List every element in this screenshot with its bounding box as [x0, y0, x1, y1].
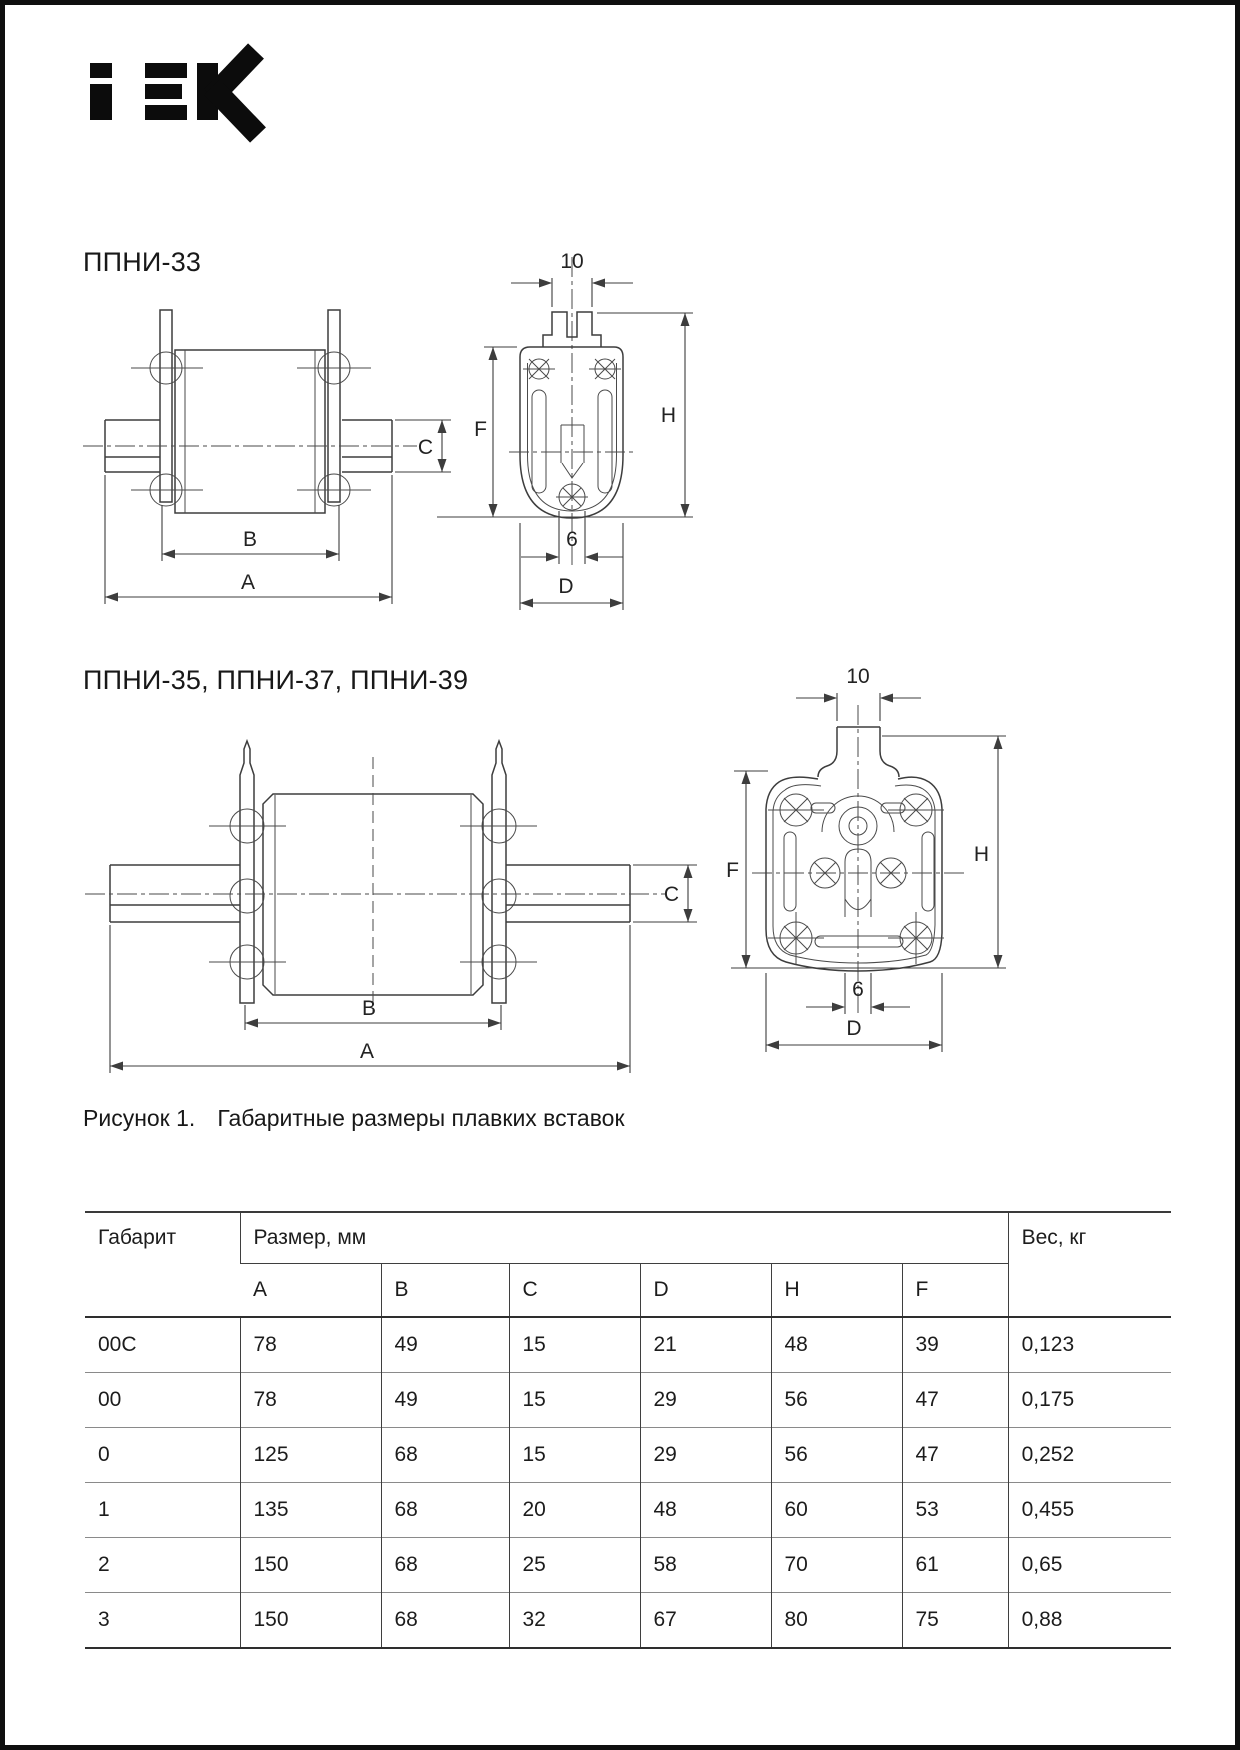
ppni-33-drawing	[75, 230, 725, 620]
ppni-35-front-view	[726, 665, 1006, 1052]
logo-letter-e	[145, 63, 187, 120]
column-group-size-mm: Размер, мм	[240, 1212, 1008, 1264]
table-cell: 56	[771, 1373, 902, 1428]
table-cell: 80	[771, 1593, 902, 1649]
section-title-ppni-33: ППНИ-33	[83, 247, 202, 277]
dim-label-d-2: D	[846, 1017, 862, 1040]
dim-label-b-1: B	[242, 528, 258, 551]
table-cell: 61	[902, 1538, 1008, 1593]
table-cell: 32	[509, 1593, 640, 1649]
table-cell: 0,123	[1008, 1317, 1171, 1373]
dimensions-table	[85, 1211, 1171, 1649]
table-cell: 0,65	[1008, 1538, 1171, 1593]
table-cell: 67	[640, 1593, 771, 1649]
dim-label-d-1: D	[558, 575, 574, 598]
table-cell: 47	[902, 1373, 1008, 1428]
dim-label-f-2: F	[726, 859, 739, 882]
table-row	[85, 1538, 1171, 1593]
table-cell: 78	[240, 1373, 381, 1428]
table-cell: 3	[85, 1593, 240, 1649]
table-cell: 68	[381, 1428, 509, 1483]
ppni-33-front-view	[437, 250, 693, 610]
ppni-35-side-view	[85, 741, 697, 1073]
column-header-gabarit: Габарит	[85, 1212, 240, 1317]
iek-logo	[90, 63, 248, 120]
table-cell: 75	[902, 1593, 1008, 1649]
table-cell: 25	[509, 1538, 640, 1593]
dim-label-6-2: 6	[852, 978, 864, 1001]
table-cell: 150	[240, 1593, 381, 1649]
table-cell: 1	[85, 1483, 240, 1538]
column-header-b: B	[381, 1264, 509, 1318]
dim-label-c-2: C	[663, 883, 679, 906]
dim-label-h-2: H	[973, 843, 989, 866]
dim-label-6-1: 6	[566, 528, 578, 551]
dim-label-10-2: 10	[846, 665, 870, 688]
table-cell: 53	[902, 1483, 1008, 1538]
table-cell: 0	[85, 1428, 240, 1483]
table-cell: 29	[640, 1373, 771, 1428]
column-header-weight: Вес, кг	[1008, 1212, 1171, 1317]
table-cell: 125	[240, 1428, 381, 1483]
table-cell: 135	[240, 1483, 381, 1538]
table-cell: 29	[640, 1428, 771, 1483]
table-cell: 0,88	[1008, 1593, 1171, 1649]
table-cell: 48	[640, 1483, 771, 1538]
logo-letter-k	[197, 51, 258, 135]
figure-caption-text: Габаритные размеры плавких вставок	[217, 1105, 625, 1131]
dim-label-h-1: H	[660, 404, 676, 427]
dim-label-a-1: A	[240, 571, 256, 594]
table-cell: 48	[771, 1317, 902, 1373]
column-header-h: H	[771, 1264, 902, 1318]
table-cell: 39	[902, 1317, 1008, 1373]
table-cell: 78	[240, 1317, 381, 1373]
table-cell: 58	[640, 1538, 771, 1593]
figure-caption-label: Рисунок 1.	[83, 1105, 196, 1131]
table-cell: 15	[509, 1373, 640, 1428]
table-cell: 0,252	[1008, 1428, 1171, 1483]
table-cell: 21	[640, 1317, 771, 1373]
table-cell: 60	[771, 1483, 902, 1538]
table-cell: 0,455	[1008, 1483, 1171, 1538]
table-cell: 2	[85, 1538, 240, 1593]
logo-letter-i	[90, 63, 112, 120]
table-cell: 68	[381, 1538, 509, 1593]
column-header-f: F	[902, 1264, 1008, 1318]
table-cell: 15	[509, 1428, 640, 1483]
section-title-ppni-35-37-39: ППНИ-35, ППНИ-37, ППНИ-39	[83, 665, 469, 695]
table-cell: 56	[771, 1428, 902, 1483]
table-row	[85, 1373, 1171, 1428]
table-cell: 150	[240, 1538, 381, 1593]
table-cell: 47	[902, 1428, 1008, 1483]
table-row	[85, 1593, 1171, 1649]
table-row	[85, 1483, 1171, 1538]
dim-label-a-2: A	[359, 1040, 375, 1063]
table-cell: 15	[509, 1317, 640, 1373]
table-cell: 68	[381, 1593, 509, 1649]
column-header-a: A	[253, 1278, 268, 1301]
table-cell: 00C	[85, 1317, 240, 1373]
figure-caption	[83, 1105, 625, 1132]
dim-label-f-1: F	[474, 418, 487, 441]
table-cell: 70	[771, 1538, 902, 1593]
table-row	[85, 1428, 1171, 1483]
table-cell: 00	[85, 1373, 240, 1428]
table-header-row-1	[85, 1212, 1171, 1264]
ppni-35-37-39-drawing	[75, 620, 1035, 1085]
dim-label-b-2: B	[361, 997, 377, 1020]
table-cell: 68	[381, 1483, 509, 1538]
dim-label-c-1: C	[417, 436, 433, 459]
column-header-d: D	[640, 1264, 771, 1318]
table-row	[85, 1317, 1171, 1373]
column-header-c: C	[509, 1264, 640, 1318]
ppni-33-side-view	[83, 310, 451, 604]
table-cell: 20	[509, 1483, 640, 1538]
table-cell: 49	[381, 1373, 509, 1428]
table-cell: 0,175	[1008, 1373, 1171, 1428]
table-cell: 49	[381, 1317, 509, 1373]
dim-label-10-1: 10	[560, 250, 584, 273]
